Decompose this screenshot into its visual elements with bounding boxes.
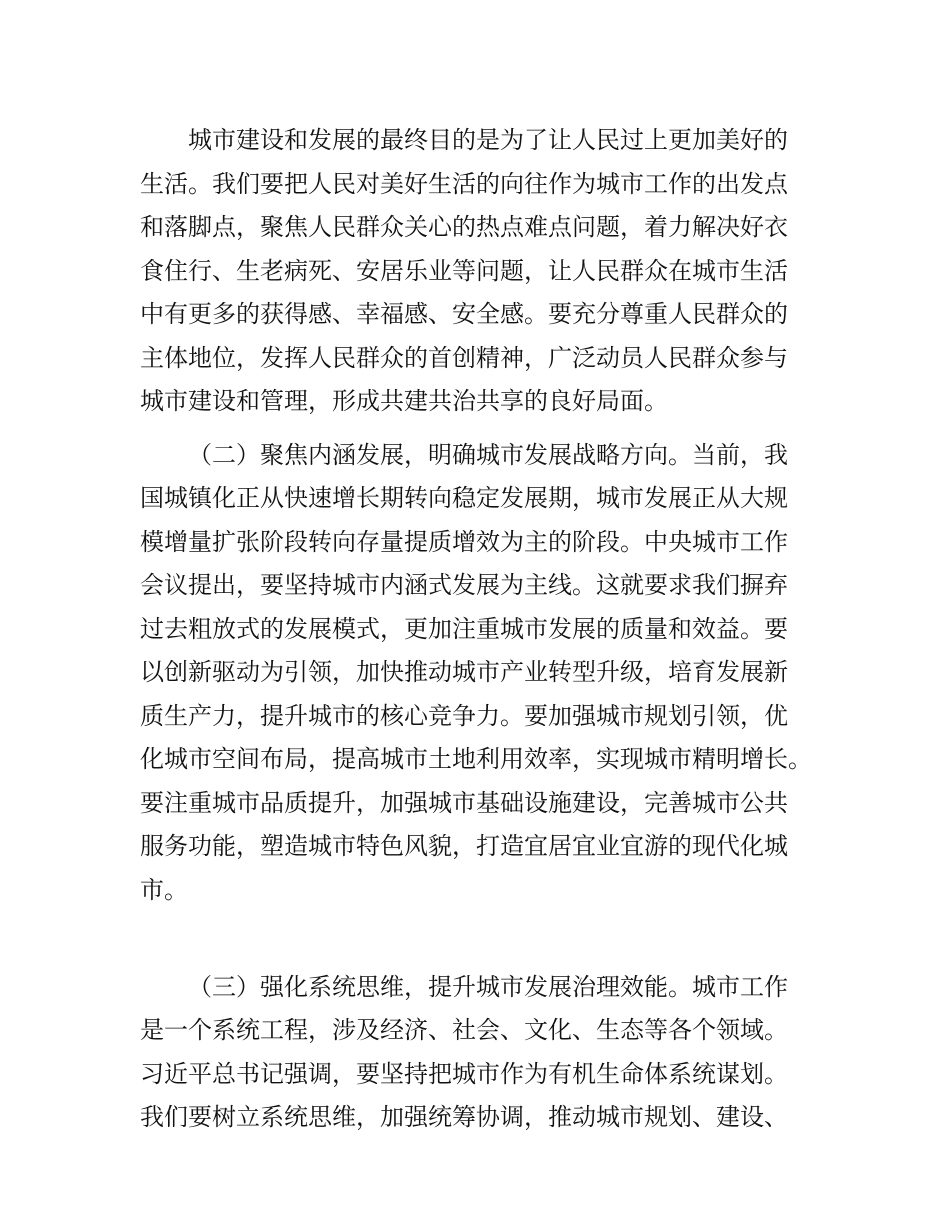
text-line <box>140 912 860 956</box>
text-line: 习近平总书记强调，要坚持把城市作为有机生命体系统谋划。 <box>140 1059 788 1088</box>
text-line: 服务功能，塑造城市特色风貌，打造宜居宜业宜游的现代化城 <box>140 832 788 860</box>
paragraph-1 <box>140 119 860 424</box>
text-line: 生活。我们要把人民对美好生活的向往作为城市工作的出发点 <box>140 169 788 198</box>
text-line: 食住行、生老病死、安居乐业等问题，让人民群众在城市生活 <box>140 256 788 285</box>
text-line: 质生产力，提升城市的核心竞争力。要加强城市规划引领，优 <box>140 701 788 730</box>
document-body <box>140 119 860 1140</box>
text-line: 市。 <box>140 875 188 904</box>
text-line: 要注重城市品质提升，加强城市基础设施建设，完善城市公共 <box>140 788 788 817</box>
text-line: 会议提出，要坚持城市内涵式发展为主线。这就要求我们摒弃 <box>140 571 788 599</box>
text-line: 是一个系统工程，涉及经济、社会、文化、生态等各个领域。 <box>140 1016 788 1044</box>
text-line: 我们要树立系统思维，加强统筹协调，推动城市规划、建设、 <box>140 1103 788 1131</box>
text-line: 城市建设和管理，形成共建共治共享的良好局面。 <box>140 387 668 415</box>
text-line: 和落脚点，聚焦人民群众关心的热点难点问题，着力解决好衣 <box>140 213 788 241</box>
text-line: 国城镇化正从快速增长期转向稳定发展期，城市发展正从大规 <box>140 484 788 512</box>
text-line: 中有更多的获得感、幸福感、安全感。要充分尊重人民群众的 <box>140 300 788 328</box>
text-line: （二）聚焦内涵发展，明确城市发展战略方向。当前，我 <box>188 440 788 469</box>
text-line: 化城市空间布局，提高城市土地利用效率，实现城市精明增长。 <box>140 745 812 773</box>
text-line: 模增量扩张阶段转向存量提质增效为主的阶段。中央城市工作 <box>140 527 788 556</box>
paragraph-2 <box>140 434 860 956</box>
text-line: 主体地位，发挥人民群众的首创精神，广泛动员人民群众参与 <box>140 343 788 372</box>
text-line: （三）强化系统思维，提升城市发展治理效能。城市工作 <box>188 972 788 1001</box>
text-line: 过去粗放式的发展模式，更加注重城市发展的质量和效益。要 <box>140 614 788 643</box>
text-line: 城市建设和发展的最终目的是为了让人民过上更加美好的 <box>188 126 788 154</box>
paragraph-3 <box>140 966 860 1140</box>
text-line: 以创新驱动为引领，加快推动城市产业转型升级，培育发展新 <box>140 658 788 686</box>
